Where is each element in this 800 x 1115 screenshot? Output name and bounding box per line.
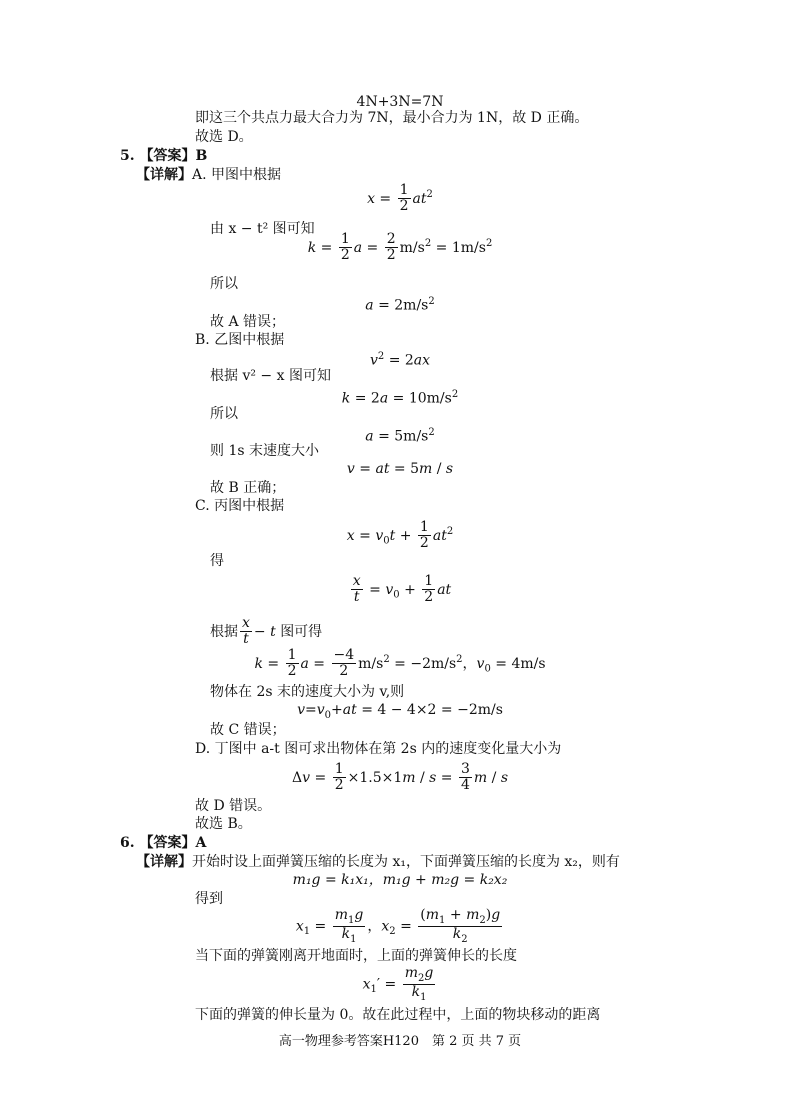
q5-c-from-pre: 根据 (210, 623, 238, 640)
q5-c-from-post: 图可得 (280, 623, 323, 640)
q5-answer-tag: 【答案】 (139, 148, 196, 164)
q5-c-intro: C. 丙图中根据 (195, 498, 285, 514)
q5-detail-line (136, 166, 281, 184)
formula-x1-prime: $x_1'$ = $\frac{m_2g}{k_1}$ (362, 965, 434, 1003)
q5-d-wrong: 故 D 错误。 (195, 798, 272, 814)
q5-detail-tag: 【详解】 (136, 167, 192, 183)
formula-x-over-t: $\frac{x}{t}$ = $v_0$ + $\frac{1}{2}$ at (352, 573, 452, 606)
q5-c-de: 得 (210, 553, 224, 569)
formula-delta-v: Δv = $\frac{1}{2}$ ×1.5×1m / s = $\frac{3}{4}$ m / s (292, 761, 508, 794)
formula-v2-2ax: $v^2 = 2ax$ (369, 351, 431, 369)
formula-v-neg2: $v=v_0+at = 4 - 4\times 2 = -2m/s$ (297, 702, 503, 721)
formula-spring-balance: m₁g = k₁x₁，m₁g + m₂g = k₂x₂ (292, 872, 508, 888)
q5-c-from: 根据 $\frac{x}{t}$ − t 图可得 (210, 615, 323, 648)
q5-answer-line (120, 147, 207, 165)
q5-a-intro: A. 甲图中根据 (192, 167, 282, 183)
q5-c-speed: 物体在 2s 末的速度大小为 v,则 (210, 684, 405, 700)
formula-k-neg2: k = $\frac{1}{2}$ a = $\frac{-4}{2}$ $m/s^2 = -2m/s^2$，$v_0 = 4m/s$ (254, 647, 546, 680)
q6-answer: A (195, 835, 207, 851)
q5-c-wrong: 故 C 错误； (210, 722, 286, 738)
q6-last: 下面的弹簧的伸长量为 0。故在此过程中，上面的物块移动的距离 (195, 1007, 601, 1023)
q5-b-right: 故 B 正确； (210, 480, 286, 496)
formula-k-2a: $k = 2a = 10m/s^2$ (341, 389, 459, 407)
q5-choice: 故选 B。 (195, 816, 252, 832)
formula-a-5: $a = 5m/s^2$ (365, 427, 435, 445)
q5-number: 5. (120, 148, 135, 164)
q6-detail-tag: 【详解】 (136, 854, 192, 870)
q6-intro: 开始时设上面弹簧压缩的长度为 x₁，下面弹簧压缩的长度为 x₂，则有 (192, 854, 620, 870)
q4-choice: 故选 D。 (195, 129, 253, 145)
q5-b-then: 则 1s 末速度大小 (210, 443, 319, 459)
q5-a-wrong: 故 A 错误； (210, 314, 286, 330)
q5-b-so: 所以 (210, 406, 238, 422)
q4-conclusion: 即这三个共点力最大合力为 7N，最小合力为 1N，故 D 正确。 (195, 110, 589, 126)
q5-b-intro: B. 乙图中根据 (195, 332, 285, 348)
q6-number: 6. (120, 835, 135, 851)
formula-k-a: k = $\frac{1}{2}$ a = $\frac{2}{2}$ $m/s^2 = 1m/s^2$ (307, 231, 493, 264)
formula-x-v0t: $x = v_0t$ + $\frac{1}{2}$ $at^2$ (346, 519, 454, 552)
q5-a-from: 由 x − t² 图可知 (210, 221, 315, 237)
q6-get: 得到 (195, 891, 223, 907)
q6-when: 当下面的弹簧刚离开地面时，上面的弹簧伸长的长度 (195, 948, 517, 964)
q5-a-so: 所以 (210, 276, 238, 292)
q6-answer-tag: 【答案】 (139, 835, 196, 851)
q5-d-intro: D. 丁图中 a-t 图可求出物体在第 2s 内的速度变化量大小为 (195, 741, 562, 757)
formula-x-half-at2: x = $\frac{1}{2}$ $at^2$ (367, 182, 433, 215)
formula-a-2: $a = 2m/s^2$ (365, 296, 435, 314)
q6-answer-line (120, 834, 206, 852)
page-footer: 高一物理参考答案H120 第 2 页 共 7 页 (278, 1034, 522, 1049)
formula-x1-x2: $x_1$ = $\frac{m_1g}{k_1}$ ，$x_2$ = $\frac{(m_1 + m_2)g}{k_2}$ (295, 907, 501, 945)
formula-v-at: v = at = 5m / s (346, 461, 454, 477)
equation-force-sum: 4N+3N=7N (356, 94, 444, 110)
q5-b-from: 根据 v² − x 图可知 (210, 368, 331, 384)
q5-answer: B (195, 148, 208, 164)
q6-detail-line (136, 853, 620, 871)
